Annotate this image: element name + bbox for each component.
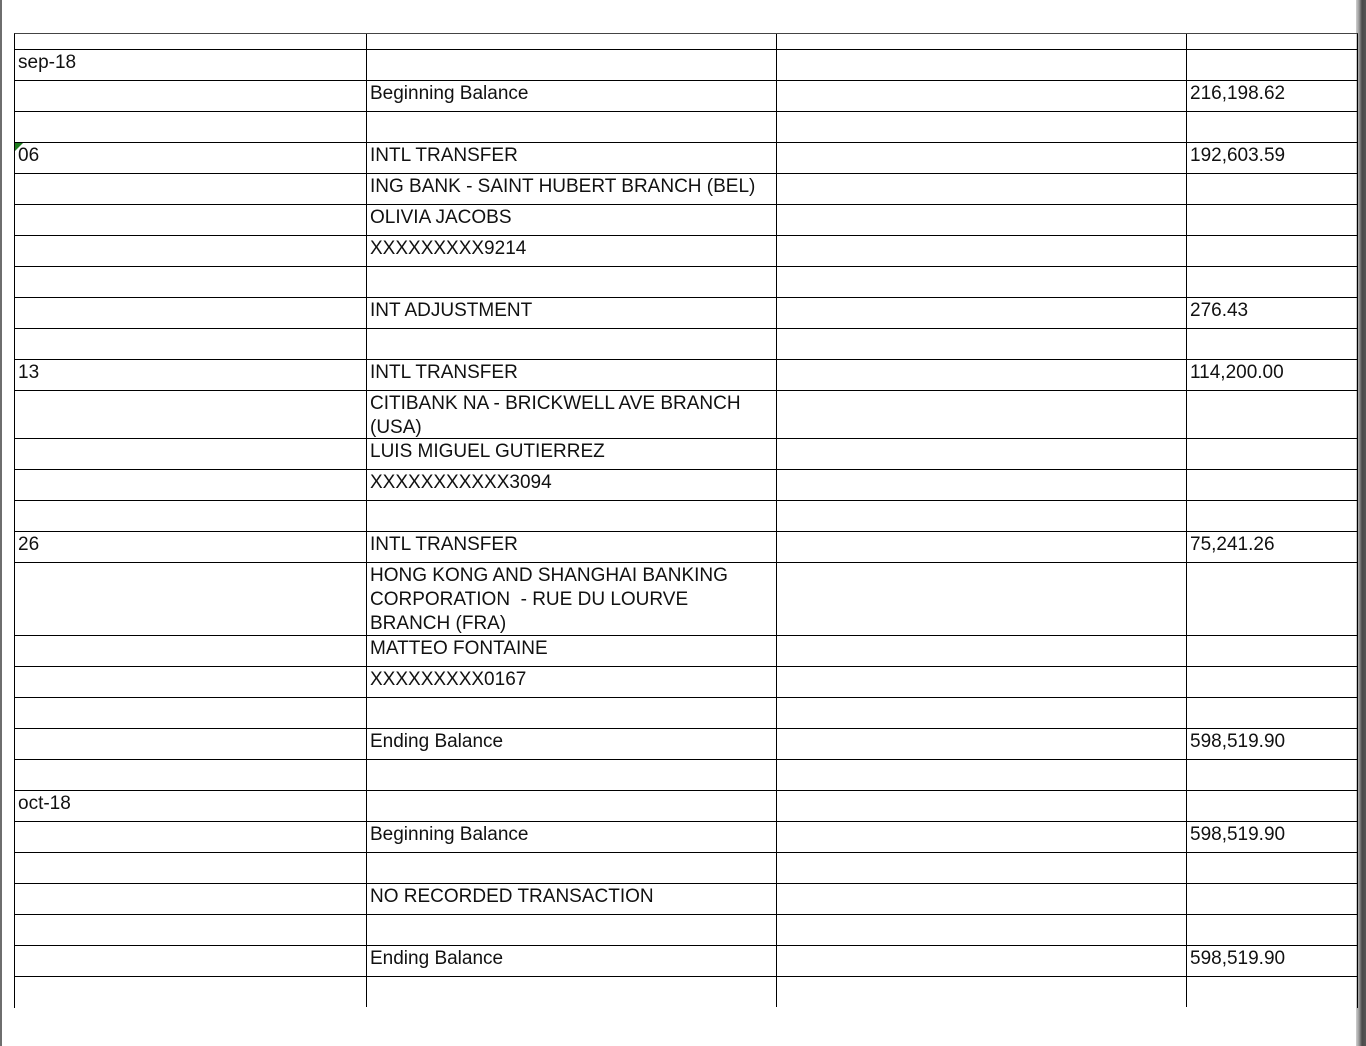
date-cell: oct-18 [15, 791, 367, 821]
blank-cell [777, 50, 1187, 80]
date-cell [15, 112, 367, 142]
date-cell [15, 636, 367, 666]
description-cell [367, 50, 777, 80]
amount-cell [1187, 236, 1357, 266]
description-cell: Ending Balance [367, 946, 777, 976]
blank-cell [777, 329, 1187, 359]
date-cell: sep-18 [15, 50, 367, 80]
blank-cell [777, 667, 1187, 697]
description-cell [367, 853, 777, 883]
blank-cell [777, 946, 1187, 976]
blank-cell [777, 791, 1187, 821]
table-row [15, 470, 1357, 501]
amount-cell: 114,200.00 [1190, 362, 1284, 383]
date-cell [15, 174, 367, 204]
table-row [15, 563, 1357, 636]
blank-cell [777, 205, 1187, 235]
amount-cell: 598,519.90 [1190, 948, 1286, 969]
table-top-strip [15, 34, 1357, 50]
date-cell [15, 667, 367, 697]
date-cell [15, 822, 367, 852]
description-cell [367, 329, 777, 359]
description-cell: Beginning Balance [367, 81, 777, 111]
description-cell: HONG KONG AND SHANGHAI BANKING CORPORATION - RUE DU LOURVE BRANCH (FRA) [367, 563, 777, 635]
blank-cell [777, 563, 1187, 635]
description-cell [367, 698, 777, 728]
amount-cell [1187, 470, 1357, 500]
table-row [15, 667, 1357, 698]
description-cell [367, 760, 777, 790]
table-row [15, 267, 1357, 298]
table-row [15, 791, 1357, 822]
amount-cell [1187, 884, 1357, 914]
amount-cell: 75,241.26 [1190, 534, 1275, 555]
amount-cell [1187, 915, 1357, 945]
amount-cell [1187, 205, 1357, 235]
blank-cell [777, 636, 1187, 666]
table-row [15, 853, 1357, 884]
table-row [15, 698, 1357, 729]
description-cell: INT ADJUSTMENT [367, 298, 777, 328]
amount-cell [1187, 501, 1357, 531]
description-cell [367, 112, 777, 142]
description-cell [367, 791, 777, 821]
amount-cell [1187, 698, 1357, 728]
statement-table [14, 33, 1358, 1008]
table-row [15, 391, 1357, 439]
blank-cell [777, 698, 1187, 728]
date-cell [15, 205, 367, 235]
blank-cell [777, 112, 1187, 142]
date-cell [15, 298, 367, 328]
blank-cell [777, 532, 1187, 562]
table-row [15, 760, 1357, 791]
table-row [15, 915, 1357, 946]
amount-cell: 216,198.62 [1190, 83, 1286, 104]
table-row [15, 729, 1357, 760]
amount-cell [1187, 636, 1357, 666]
table-row [15, 298, 1357, 329]
date-cell [15, 946, 367, 976]
amount-cell [1187, 174, 1357, 204]
description-cell [367, 501, 777, 531]
description-cell: OLIVIA JACOBS [367, 205, 777, 235]
table-row [15, 329, 1357, 360]
table-bottom-strip [15, 977, 1357, 1007]
date-cell [15, 729, 367, 759]
blank-cell [777, 760, 1187, 790]
blank-cell [777, 143, 1187, 173]
table-row [15, 884, 1357, 915]
description-cell [367, 915, 777, 945]
table-row [15, 205, 1357, 236]
table-row [15, 174, 1357, 205]
amount-cell: 598,519.90 [1190, 731, 1286, 752]
blank-cell [777, 470, 1187, 500]
amount-cell [1187, 267, 1357, 297]
table-row [15, 50, 1357, 81]
table-row [15, 636, 1357, 667]
description-cell: NO RECORDED TRANSACTION [367, 884, 777, 914]
blank-cell [777, 501, 1187, 531]
description-cell: INTL TRANSFER [367, 360, 777, 390]
date-cell [15, 439, 367, 469]
table-row [15, 532, 1357, 563]
description-cell: XXXXXXXXX9214 [367, 236, 777, 266]
blank-cell [777, 298, 1187, 328]
description-cell [367, 267, 777, 297]
blank-cell [777, 81, 1187, 111]
date-cell [15, 81, 367, 111]
date-cell: 26 [15, 532, 367, 562]
table-row [15, 236, 1357, 267]
description-cell: INTL TRANSFER [367, 143, 777, 173]
amount-cell: 276.43 [1190, 300, 1249, 321]
description-cell: CITIBANK NA - BRICKWELL AVE BRANCH (USA) [367, 391, 777, 438]
date-cell [15, 760, 367, 790]
blank-cell [777, 729, 1187, 759]
date-cell [15, 698, 367, 728]
description-cell: Ending Balance [367, 729, 777, 759]
description-cell: MATTEO FONTAINE [367, 636, 777, 666]
date-cell [15, 470, 367, 500]
amount-cell [1187, 112, 1357, 142]
blank-cell [777, 822, 1187, 852]
amount-cell [1187, 563, 1357, 635]
amount-cell [1187, 329, 1357, 359]
table-row [15, 112, 1357, 143]
description-cell: XXXXXXXXXXX3094 [367, 470, 777, 500]
table-row [15, 501, 1357, 532]
date-cell [15, 884, 367, 914]
table-row [15, 360, 1357, 391]
amount-cell: 192,603.59 [1190, 145, 1286, 166]
amount-cell [1187, 760, 1357, 790]
description-cell: Beginning Balance [367, 822, 777, 852]
table-row [15, 143, 1357, 174]
table-row [15, 822, 1357, 853]
date-cell [15, 915, 367, 945]
date-cell [15, 853, 367, 883]
page-left-edge [0, 0, 2, 1046]
table-row [15, 81, 1357, 112]
amount-cell [1187, 439, 1357, 469]
date-cell [15, 329, 367, 359]
blank-cell [777, 267, 1187, 297]
date-cell [15, 563, 367, 635]
description-cell: ING BANK - SAINT HUBERT BRANCH (BEL) [367, 174, 777, 204]
blank-cell [777, 915, 1187, 945]
amount-cell: 598,519.90 [1190, 824, 1286, 845]
table-row [15, 946, 1357, 977]
blank-cell [777, 391, 1187, 438]
blank-cell [777, 439, 1187, 469]
amount-cell [1187, 853, 1357, 883]
amount-cell [1187, 391, 1357, 438]
description-cell: INTL TRANSFER [367, 532, 777, 562]
table-row [15, 439, 1357, 470]
blank-cell [777, 174, 1187, 204]
date-cell [15, 501, 367, 531]
blank-cell [777, 853, 1187, 883]
date-cell [15, 236, 367, 266]
amount-cell [1187, 667, 1357, 697]
date-cell [15, 391, 367, 438]
date-cell [15, 267, 367, 297]
blank-cell [777, 884, 1187, 914]
amount-cell [1187, 791, 1357, 821]
amount-cell [1187, 50, 1357, 80]
blank-cell [777, 360, 1187, 390]
description-cell: XXXXXXXXX0167 [367, 667, 777, 697]
blank-cell [777, 236, 1187, 266]
date-cell[interactable]: 06 [15, 143, 367, 173]
date-cell: 13 [15, 360, 367, 390]
description-cell: LUIS MIGUEL GUTIERREZ [367, 439, 777, 469]
